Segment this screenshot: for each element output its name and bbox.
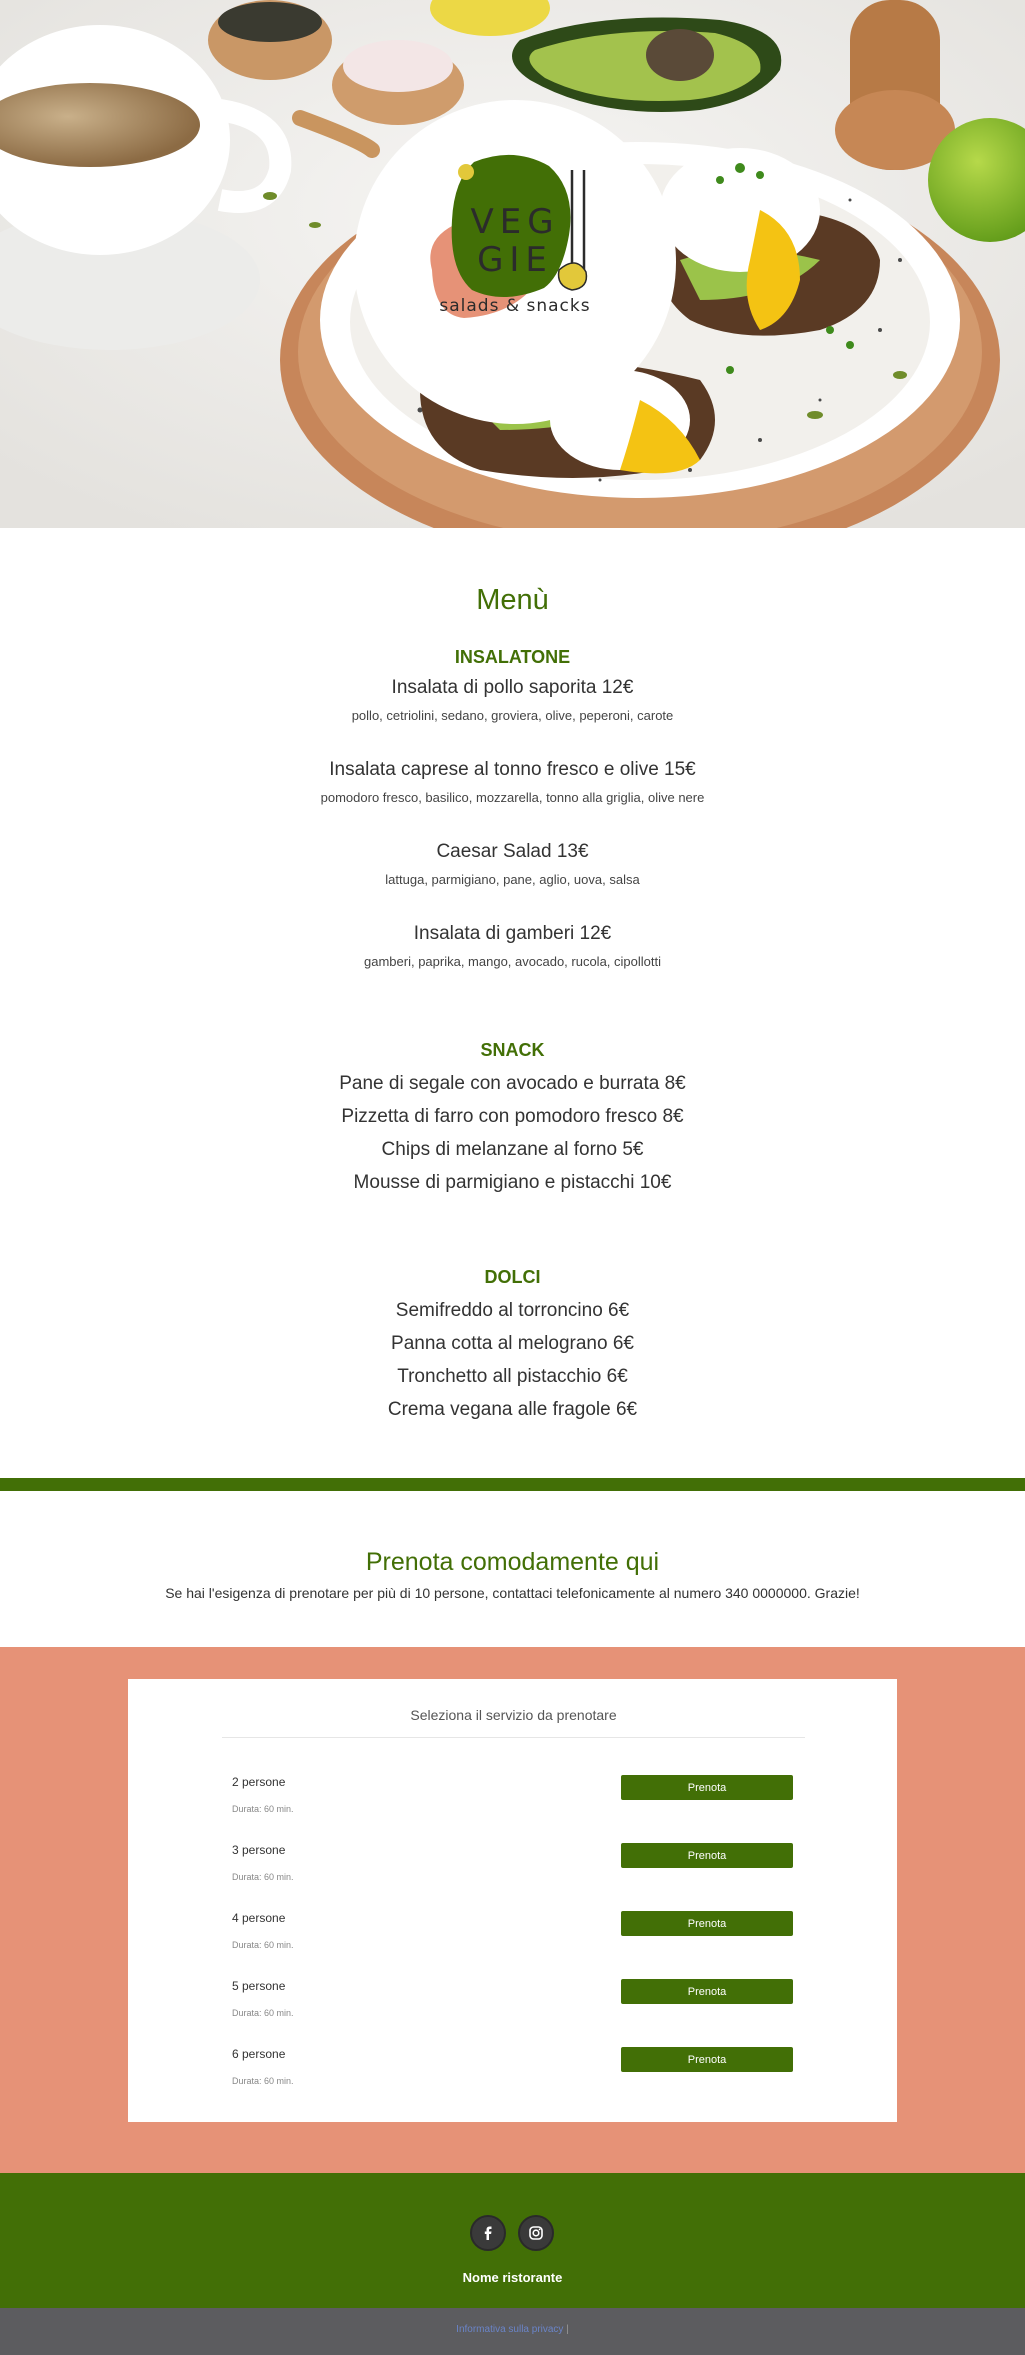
service-name: 4 persone (232, 1911, 286, 1925)
booking-widget-title: Seleziona il servizio da prenotare (222, 1707, 805, 1738)
menu-item (0, 920, 1025, 972)
menu-title: Menù (476, 584, 549, 616)
book-button[interactable]: Prenota (621, 1775, 793, 1800)
booking-note: Se hai l'esigenza di prenotare per più di 10 persone, contattaci telefonicamente al numero 340 0000000. Grazie! (165, 1585, 860, 1601)
menu-item-description: pomodoro fresco, basilico, mozzarella, tonno alla griglia, olive nere (320, 790, 705, 805)
menu-section (0, 528, 1025, 1426)
menu-item-name: Caesar Salad 13€ (436, 841, 589, 862)
menu-item-name: Crema vegana alle fragole 6€ (387, 1399, 638, 1420)
menu-item (0, 756, 1025, 808)
service-row (232, 1843, 797, 1893)
menu-item-name: Insalata caprese al tonno fresco e olive 15€ (329, 759, 696, 780)
category-title: DOLCI (484, 1267, 541, 1287)
menu-item-name: Pizzetta di farro con pomodoro fresco 8€ (341, 1106, 684, 1127)
booking-section (0, 1647, 1025, 2173)
hero-banner (0, 0, 1025, 528)
restaurant-name: Nome ristorante (462, 2270, 563, 2285)
menu-item-name: Mousse di parmigiano e pistacchi 10€ (353, 1172, 672, 1193)
service-name: 3 persone (232, 1843, 286, 1857)
footer (0, 2173, 1025, 2308)
menu-item-name: Chips di melanzane al forno 5€ (381, 1139, 644, 1160)
booking-title: Prenota comodamente qui (365, 1548, 660, 1576)
service-name: 6 persone (232, 2047, 286, 2061)
service-duration: Durata: 60 min. (232, 1940, 294, 1950)
logo[interactable] (354, 100, 676, 424)
menu-item-name: Semifreddo al torroncino 6€ (395, 1300, 630, 1321)
privacy-line (0, 2324, 1025, 2335)
category-title: SNACK (480, 1040, 545, 1060)
menu-item-description: lattuga, parmigiano, pane, aglio, uova, salsa (385, 872, 640, 887)
service-duration: Durata: 60 min. (232, 2076, 294, 2086)
menu-item-description: gamberi, paprika, mango, avocado, rucola, cipollotti (364, 954, 661, 969)
book-button[interactable]: Prenota (621, 1843, 793, 1868)
service-row (232, 1911, 797, 1961)
service-row (232, 1775, 797, 1825)
menu-item (0, 674, 1025, 726)
category-dolci (0, 1267, 1025, 1426)
service-row (232, 1979, 797, 2029)
service-name: 5 persone (232, 1979, 286, 1993)
menu-item-name: Panna cotta al melograno 6€ (391, 1333, 634, 1354)
service-name: 2 persone (232, 1775, 286, 1789)
booking-widget (128, 1679, 897, 2122)
service-row (232, 2047, 797, 2097)
book-button[interactable]: Prenota (621, 1979, 793, 2004)
logo-text-line2: GIE (477, 240, 553, 280)
menu-item-name: Pane di segale con avocado e burrata 8€ (339, 1073, 686, 1094)
menu-item-name: Insalata di pollo saporita 12€ (391, 677, 634, 698)
menu-item-description: pollo, cetriolini, sedano, groviera, olive, peperoni, carote (351, 708, 674, 723)
bottom-bar (0, 2308, 1025, 2355)
service-duration: Durata: 60 min. (232, 1804, 294, 1814)
facebook-icon[interactable] (470, 2215, 506, 2251)
instagram-icon[interactable] (518, 2215, 554, 2251)
menu-item (0, 838, 1025, 890)
category-snack (0, 1040, 1025, 1199)
menu-item-name: Tronchetto all pistacchio 6€ (397, 1366, 628, 1387)
section-divider (0, 1478, 1025, 1491)
privacy-separator: | (566, 2324, 569, 2335)
privacy-link[interactable]: Informativa sulla privacy (456, 2324, 564, 2335)
book-button[interactable]: Prenota (621, 1911, 793, 1936)
logo-tagline: salads & snacks (439, 296, 591, 316)
booking-intro (0, 1548, 1025, 1601)
book-button[interactable]: Prenota (621, 2047, 793, 2072)
menu-item-name: Insalata di gamberi 12€ (413, 923, 612, 944)
service-duration: Durata: 60 min. (232, 2008, 294, 2018)
logo-text-line1: VEG (470, 202, 560, 242)
category-title: INSALATONE (454, 647, 571, 667)
category-insalatone (0, 647, 1025, 972)
service-duration: Durata: 60 min. (232, 1872, 294, 1882)
